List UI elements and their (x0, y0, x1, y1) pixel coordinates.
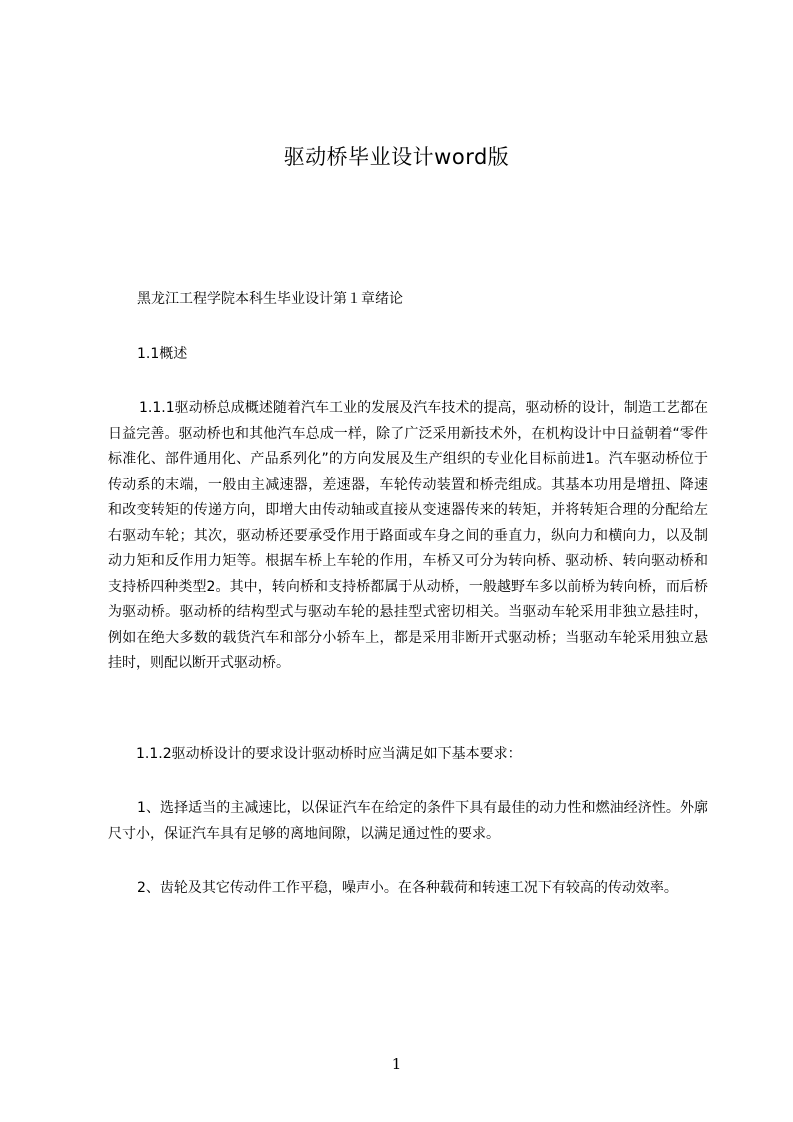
requirement-2-text: 2、齿轮及其它传动件工作平稳，噪声小。在各种载荷和转速工况下有较高的传动效率。 (137, 880, 678, 896)
header-line: 黑龙江工程学院本科生毕业设计第１章绪论 (137, 291, 403, 307)
document-title: 驱动桥毕业设计word版 (283, 145, 510, 169)
requirement-1-text: 1、选择适当的主减速比，以保证汽车在给定的条件下具有最佳的动力性和燃油经济性。外廓尺寸小，保证汽车具有足够的离地间隙，以满足通过性的要求。 (108, 800, 708, 842)
requirement-2 (108, 876, 708, 902)
section-heading: 1.1概述 (137, 346, 188, 362)
paragraph-1-1-1-text: 1.1.1驱动桥总成概述随着汽车工业的发展及汽车技术的提高，驱动桥的设计，制造工艺都在日益完善。驱动桥也和其他汽车总成一样，除了广泛采用新技术外，在机构设计中日益朝着“零件标准化、部件通用化、产品系列化”的方向发展及生产组织的专业化目标前进1。汽车驱动桥位于传动系的末端，一般由主减速器，差速器，车轮传动装置和桥壳组成。其基本功用是增扭、降速和改变转矩的传递方向，即增大由传动轴或直接从变速器传来的转矩，并将转矩合理的分配给左右驱动车轮；其次，驱动桥还要承受作用于路面或车身之间的垂直力，纵向力和横向力，以及制动力矩和反作用力矩等。根据车桥上车轮的作用，车桥又可分为转向桥、驱动桥、转向驱动桥和支持桥四种类型2。其中，转向桥和支持桥都属于从动桥，一般越野车多以前桥为转向桥，而后桥为驱动桥。驱动桥的结构型式与驱动车轮的悬挂型式密切相关。当驱动车轮采用非独立悬挂时，例如在绝大多数的载货汽车和部分小轿车上，都是采用非断开式驱动桥；当驱动车轮采用独立悬挂时，则配以断开式驱动桥。 (108, 400, 708, 671)
requirement-1 (108, 796, 708, 847)
paragraph-1-1-2: 1.1.2驱动桥设计的要求设计驱动桥时应当满足如下基本要求： (136, 746, 522, 762)
paragraph-1-1-1 (108, 396, 708, 677)
page-number: 1 (391, 1055, 402, 1073)
